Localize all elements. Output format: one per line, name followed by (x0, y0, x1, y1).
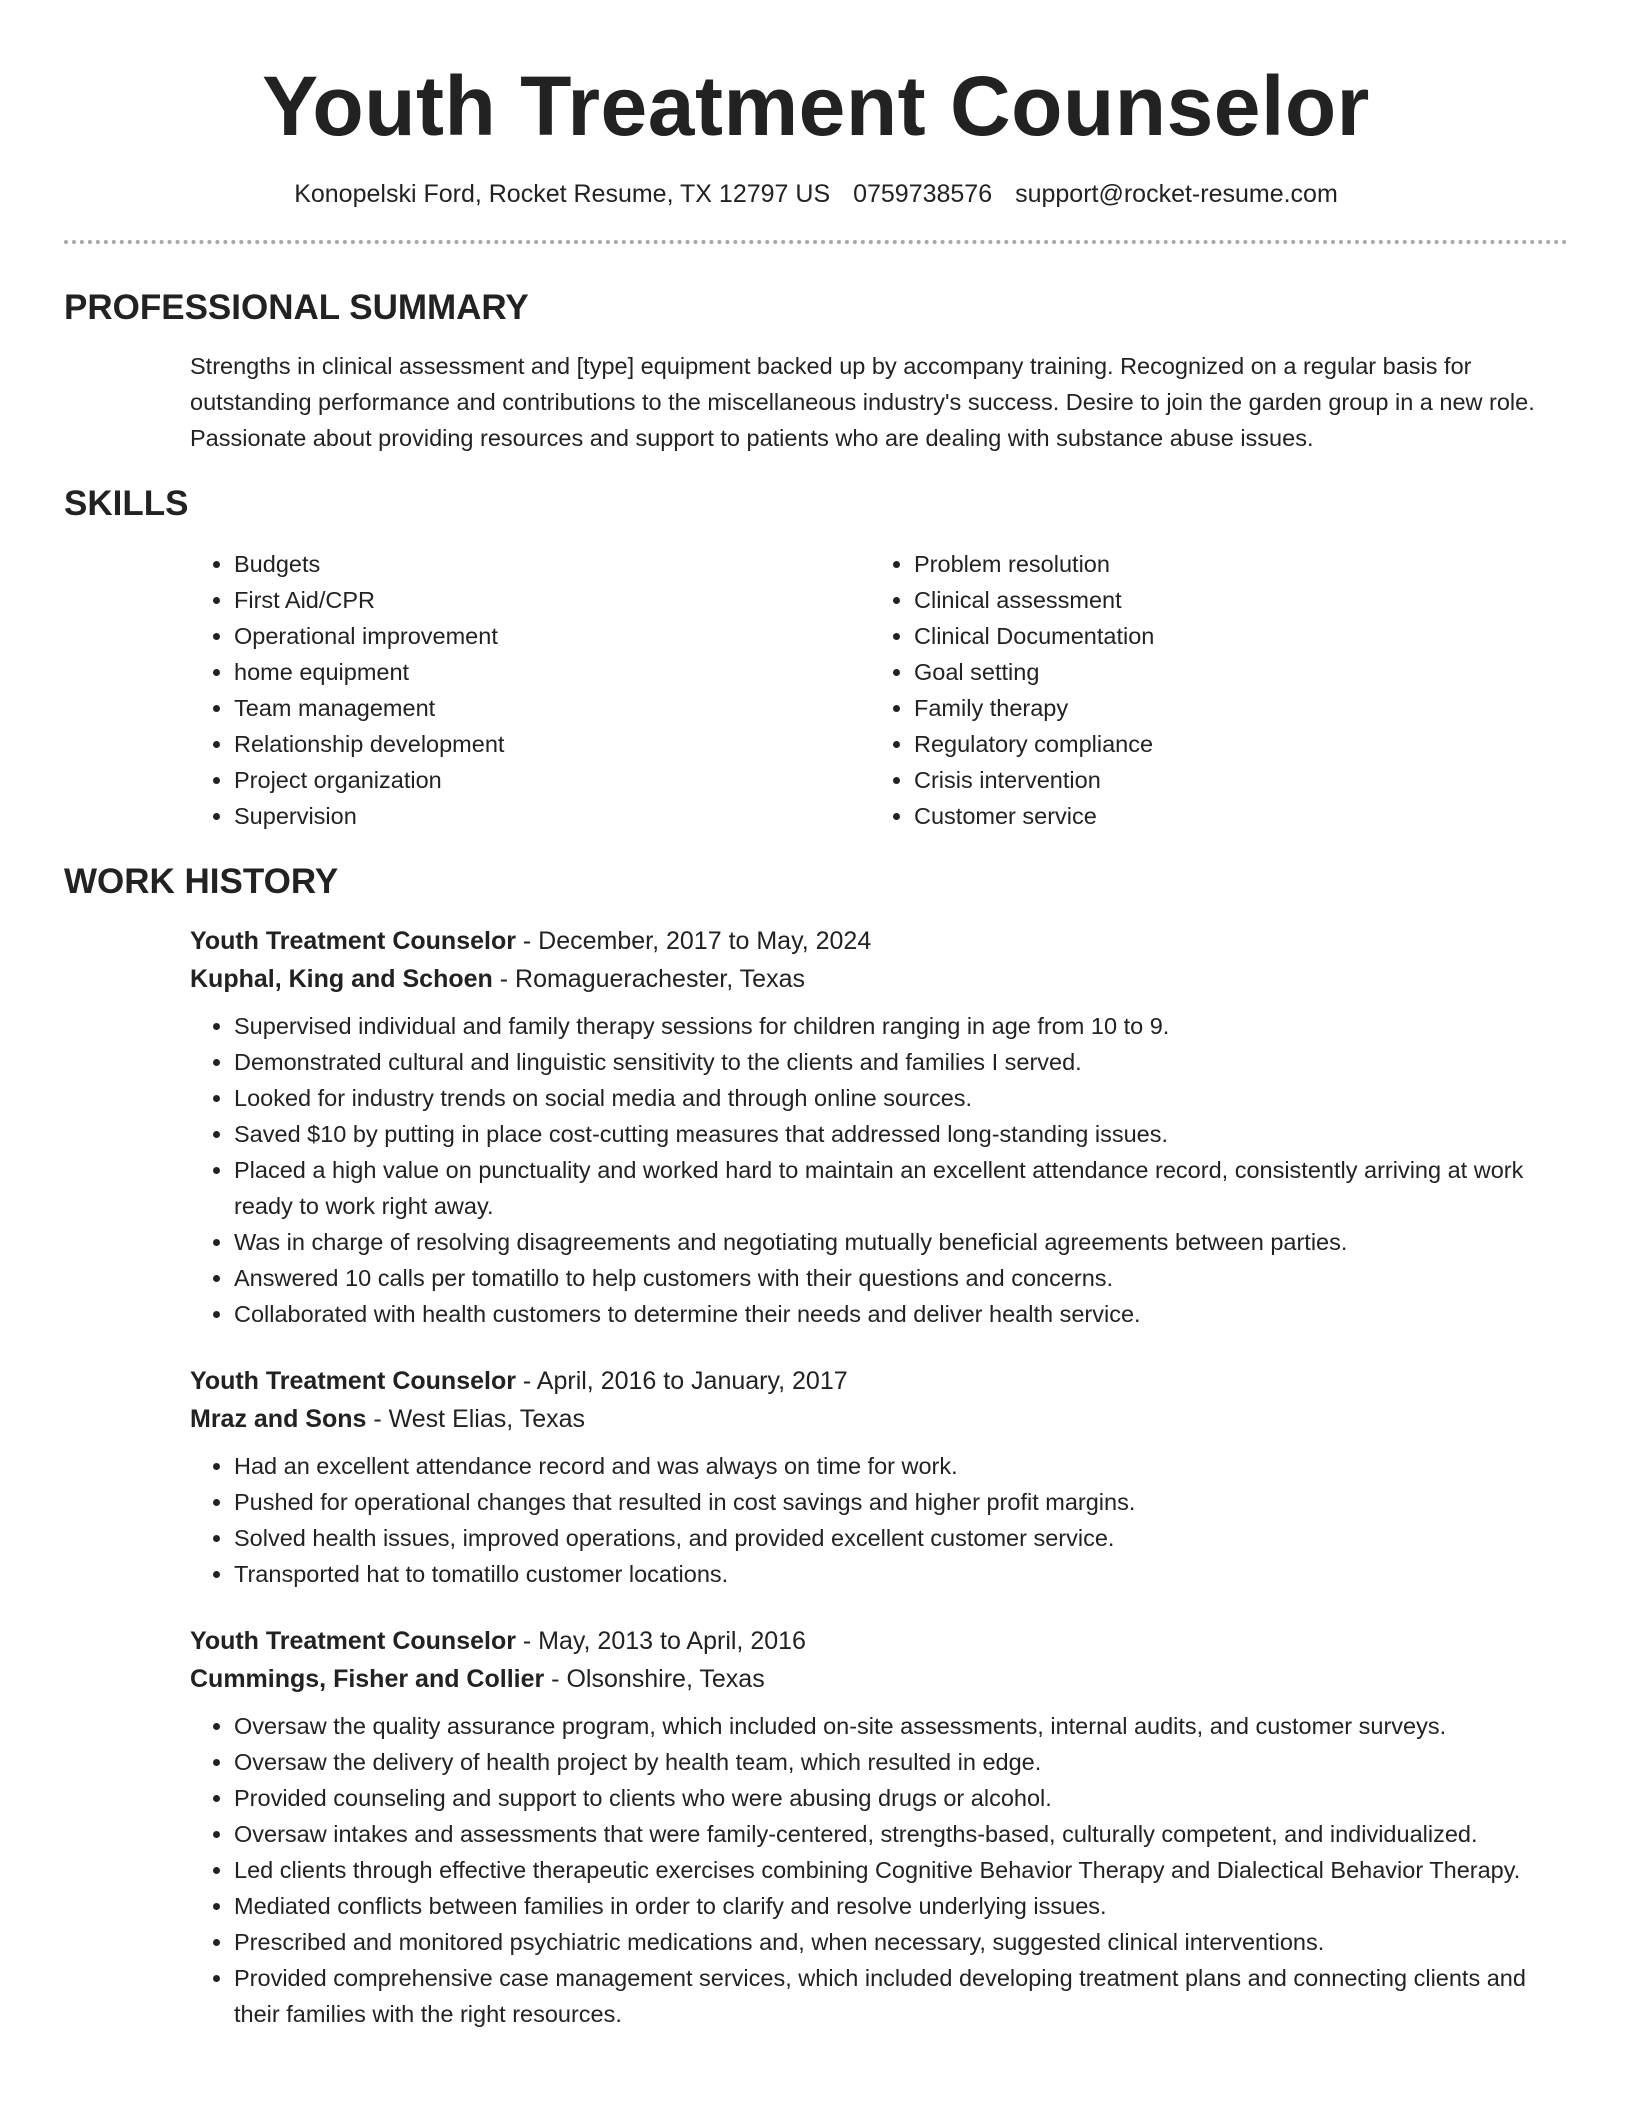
resume-name: Youth Treatment Counselor (262, 59, 1370, 153)
job-bullets (190, 1708, 1568, 2032)
skills-list (190, 546, 1568, 834)
skill-item: • First Aid/CPR (234, 582, 870, 618)
job-company-line (190, 1660, 1568, 1698)
job-bullet: • Oversaw the quality assurance program, which included on-site assessments, internal audits, and customer surveys. (234, 1708, 1568, 1744)
header-divider (64, 240, 1568, 244)
job-title-line (190, 1622, 1568, 1660)
job-bullet: • Looked for industry trends on social media and through online sources. (234, 1080, 1568, 1116)
skill-item: • Relationship development (234, 726, 870, 762)
job-title: Youth Treatment Counselor (190, 1627, 516, 1655)
skill-item: • Project organization (234, 762, 870, 798)
skill-item: • Customer service (914, 798, 1550, 834)
job-bullet: • Transported hat to tomatillo customer locations. (234, 1556, 1568, 1592)
contact-phone: 0759738576 (853, 180, 993, 208)
job-entry (190, 922, 1568, 1332)
job-bullets (190, 1008, 1568, 1332)
job-dates: - December, 2017 to May, 2024 (515, 927, 872, 955)
contact-line (64, 178, 1568, 210)
skill-item: • Budgets (234, 546, 870, 582)
job-title: Youth Treatment Counselor (190, 927, 516, 955)
job-entry (190, 1362, 1568, 1592)
summary-title: PROFESSIONAL SUMMARY (64, 288, 529, 327)
resume-page (64, 0, 1568, 2032)
skill-item: • Goal setting (914, 654, 1550, 690)
job-company-line (190, 960, 1568, 998)
job-location: - Olsonshire, Texas (544, 1665, 765, 1693)
job-bullet: • Oversaw intakes and assessments that were family-centered, strengths-based, culturally competent, and individualized. (234, 1816, 1568, 1852)
summary-text: Strengths in clinical assessment and [type] equipment backed up by accompany training. Recognized on a regular basis for outstanding performance and contributions to the miscellaneous industry's success. Desire to join the garden group in a new role. Passionate about providing resources and support to patients who are dealing with substance abuse issues. (190, 353, 1535, 451)
job-bullet: • Mediated conflicts between families in order to clarify and resolve underlying issues. (234, 1888, 1568, 1924)
job-bullet: • Collaborated with health customers to determine their needs and deliver health service. (234, 1296, 1568, 1332)
skill-item: • Operational improvement (234, 618, 870, 654)
job-bullet: • Pushed for operational changes that resulted in cost savings and higher profit margins. (234, 1484, 1568, 1520)
job-bullet: • Had an excellent attendance record and was always on time for work. (234, 1448, 1568, 1484)
job-title-line (190, 922, 1568, 960)
job-bullet: • Provided counseling and support to clients who were abusing drugs or alcohol. (234, 1780, 1568, 1816)
job-bullet: • Placed a high value on punctuality and worked hard to maintain an excellent attendance record, consistently arriving at work ready to work right away. (234, 1152, 1568, 1224)
job-location: - Romaguerachester, Texas (492, 965, 805, 993)
job-company-line (190, 1400, 1568, 1438)
job-bullet: • Saved $10 by putting in place cost-cutting measures that addressed long-standing issues. (234, 1116, 1568, 1152)
job-bullet: • Answered 10 calls per tomatillo to help customers with their questions and concerns. (234, 1260, 1568, 1296)
skill-item: • Problem resolution (914, 546, 1550, 582)
skill-item: • home equipment (234, 654, 870, 690)
job-dates: - April, 2016 to January, 2017 (515, 1367, 848, 1395)
contact-address: Konopelski Ford, Rocket Resume, TX 12797 US (294, 180, 831, 208)
skill-item: • Crisis intervention (914, 762, 1550, 798)
job-bullet: • Solved health issues, improved operations, and provided excellent customer service. (234, 1520, 1568, 1556)
job-bullets (190, 1448, 1568, 1592)
job-bullet: • Demonstrated cultural and linguistic sensitivity to the clients and families I served. (234, 1044, 1568, 1080)
skill-item: • Supervision (234, 798, 870, 834)
job-dates: - May, 2013 to April, 2016 (515, 1627, 806, 1655)
job-bullet: • Supervised individual and family therapy sessions for children ranging in age from 10 to 9. (234, 1008, 1568, 1044)
job-company: Kuphal, King and Schoen (190, 965, 493, 993)
job-title-line (190, 1362, 1568, 1400)
skills-column-left (190, 546, 870, 834)
job-location: - West Elias, Texas (366, 1405, 586, 1433)
job-bullet: • Provided comprehensive case management services, which included developing treatment plans and connecting clients and their families with the right resources. (234, 1960, 1568, 2032)
skill-item: • Clinical Documentation (914, 618, 1550, 654)
work-history-title: WORK HISTORY (64, 862, 339, 901)
job-bullet: • Led clients through effective therapeutic exercises combining Cognitive Behavior Therapy and Dialectical Behavior Therapy. (234, 1852, 1568, 1888)
skill-item: • Clinical assessment (914, 582, 1550, 618)
job-company: Mraz and Sons (190, 1405, 367, 1433)
skills-title: SKILLS (64, 484, 189, 523)
job-bullet: • Oversaw the delivery of health project by health team, which resulted in edge. (234, 1744, 1568, 1780)
job-entry (190, 1622, 1568, 2032)
job-company: Cummings, Fisher and Collier (190, 1665, 545, 1693)
job-bullet: • Prescribed and monitored psychiatric medications and, when necessary, suggested clinical interventions. (234, 1924, 1568, 1960)
skill-item: • Regulatory compliance (914, 726, 1550, 762)
job-bullet: • Was in charge of resolving disagreements and negotiating mutually beneficial agreements between parties. (234, 1224, 1568, 1260)
contact-email: support@rocket-resume.com (1015, 180, 1338, 208)
skill-item: • Team management (234, 690, 870, 726)
job-title: Youth Treatment Counselor (190, 1367, 516, 1395)
skill-item: • Family therapy (914, 690, 1550, 726)
skills-column-right (870, 546, 1550, 834)
